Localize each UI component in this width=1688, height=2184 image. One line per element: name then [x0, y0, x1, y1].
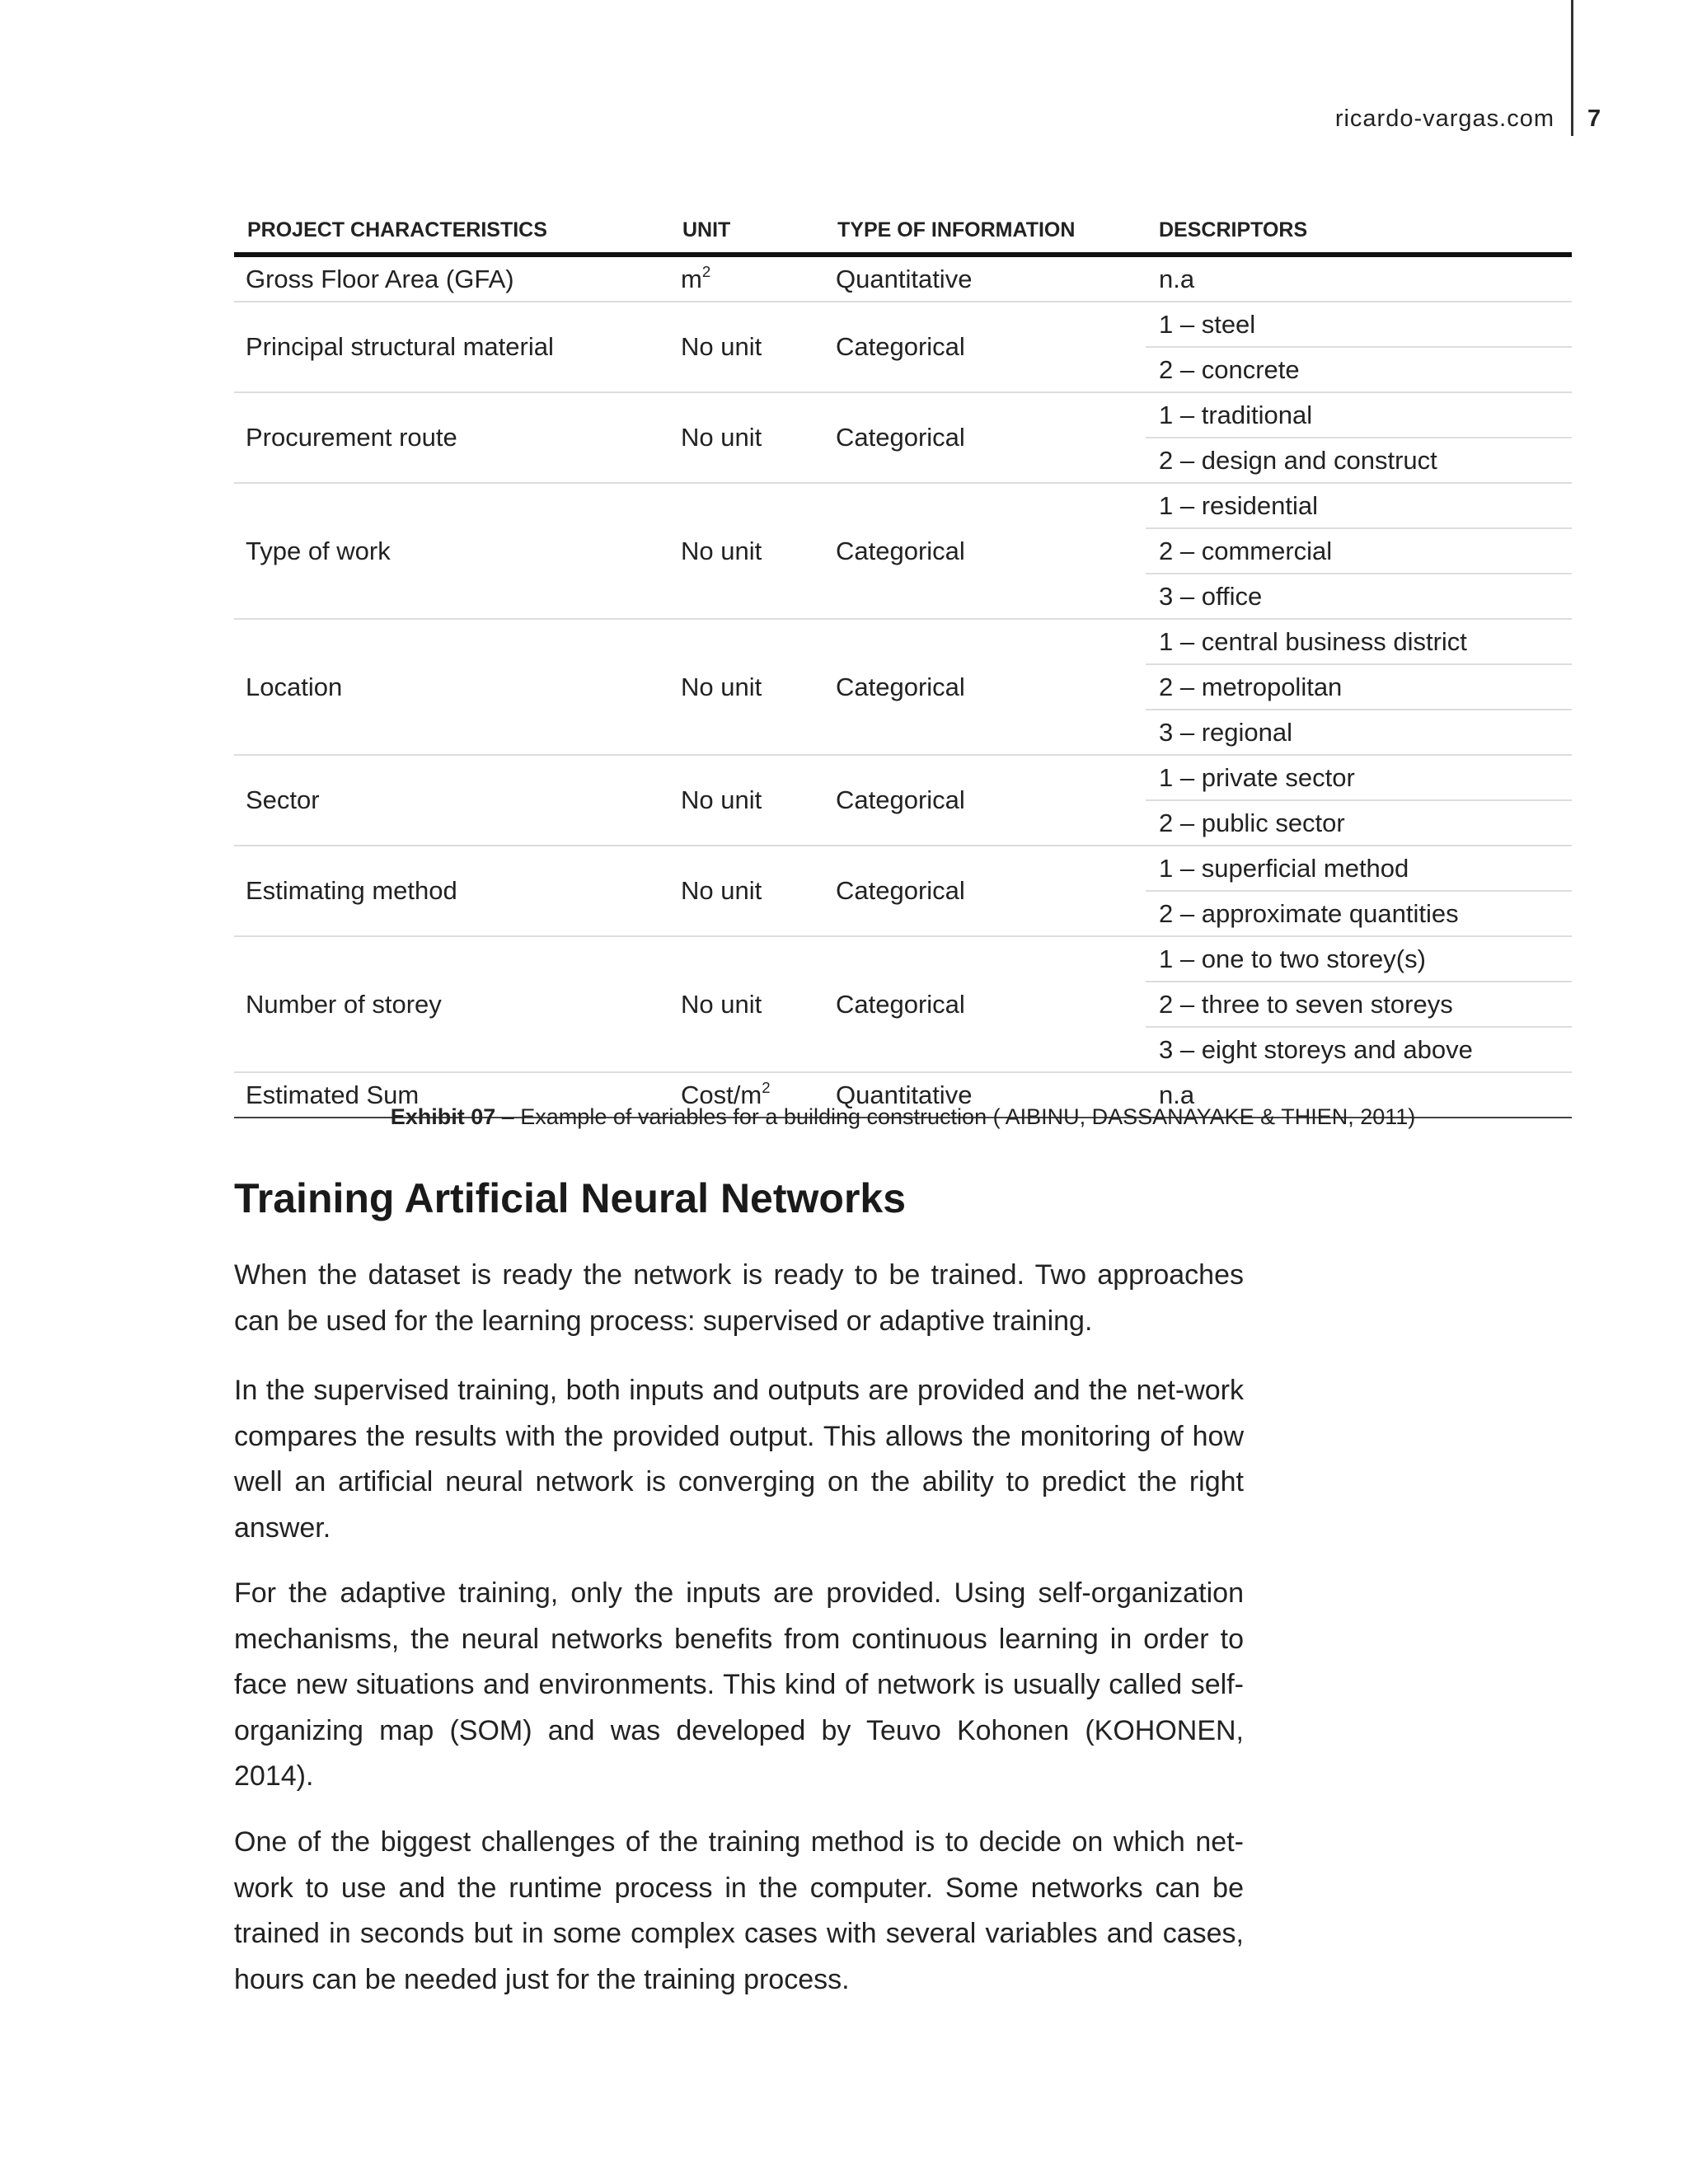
paragraph: One of the biggest challenges of the training method is to decide on which net-work to use and the runtime process in the computer. Some networks can be trained in seconds but in some complex cases with several variables and cases, hours can be needed just for the training process. — [234, 1826, 1244, 1995]
type-cell: Categorical — [824, 619, 1146, 755]
table-header-row — [234, 208, 1572, 255]
characteristic-cell: Estimating method — [234, 846, 669, 936]
unit-cell: No unit — [669, 392, 824, 483]
unit-cell: Cost/$m^2$ — [669, 1072, 824, 1118]
header-divider — [1571, 0, 1573, 136]
descriptor-cell: 2 – concrete — [1146, 347, 1572, 392]
table-row — [234, 392, 1572, 438]
descriptor-cell: 3 – office — [1146, 574, 1572, 619]
caption-text: – Example of variables for a building construction ( AIBINU, DASSANAYAKE & THIEN, 2011) — [495, 1104, 1416, 1129]
unit-cell: No unit — [669, 619, 824, 755]
exhibit-caption — [234, 1104, 1572, 1130]
type-cell: Categorical — [824, 846, 1146, 936]
type-cell: Categorical — [824, 483, 1146, 619]
descriptor-cell: 2 – metropolitan — [1146, 664, 1572, 710]
column-header: UNIT — [669, 208, 824, 255]
table-row — [234, 483, 1572, 528]
table-row — [234, 846, 1572, 891]
unit-cell: No unit — [669, 936, 824, 1072]
descriptor-cell: 3 – eight storeys and above — [1146, 1027, 1572, 1072]
descriptor-cell: 1 – private sector — [1146, 755, 1572, 800]
site-url: ricardo-vargas.com — [1334, 105, 1554, 132]
characteristic-cell: Procurement route — [234, 392, 669, 483]
unit-cell: No unit — [669, 483, 824, 619]
type-cell: Quantitative — [824, 255, 1146, 302]
table-row — [234, 255, 1572, 302]
table-row — [234, 936, 1572, 982]
descriptor-cell: 2 – approximate quantities — [1146, 891, 1572, 936]
unit-cell: No unit — [669, 302, 824, 392]
descriptor-cell: 3 – regional — [1146, 710, 1572, 755]
paragraph: For the adaptive training, only the inputs are provided. Using self-organization mechanisms, the neural networks benefits from continuous learning in order to face new situations and environments. This kind of network is usually called self-organizing map (SOM) and was developed by Teuvo Kohonen (KOHONEN, 2014). — [234, 1577, 1244, 1792]
table-row — [234, 302, 1572, 347]
descriptor-cell: n.a — [1146, 255, 1572, 302]
column-header: DESCRIPTORS — [1146, 208, 1572, 255]
characteristic-cell: Number of storey — [234, 936, 669, 1072]
column-header: TYPE OF INFORMATION — [824, 208, 1146, 255]
caption-label: Exhibit 07 — [390, 1104, 496, 1129]
descriptor-cell: 1 – one to two storey(s) — [1146, 936, 1572, 982]
type-cell: Categorical — [824, 936, 1146, 1072]
descriptor-cell: 1 – traditional — [1146, 392, 1572, 438]
characteristic-cell: Principal structural material — [234, 302, 669, 392]
type-cell: Categorical — [824, 755, 1146, 846]
type-cell: Categorical — [824, 392, 1146, 483]
characteristic-cell: Location — [234, 619, 669, 755]
column-header: PROJECT CHARACTERISTICS — [234, 208, 669, 255]
unit-cell: $m^2$ — [669, 255, 824, 302]
type-cell: Categorical — [824, 302, 1146, 392]
descriptor-cell: 1 – residential — [1146, 483, 1572, 528]
characteristic-cell: Estimated Sum — [234, 1072, 669, 1118]
descriptor-cell: 2 – design and construct — [1146, 438, 1572, 483]
table-body — [234, 255, 1572, 1118]
descriptor-cell: 1 – superficial method — [1146, 846, 1572, 891]
characteristic-cell: Type of work — [234, 483, 669, 619]
descriptor-cell: 2 – commercial — [1146, 528, 1572, 574]
table-row — [234, 755, 1572, 800]
paragraph: When the dataset is ready the network is ready to be trained. Two approaches can be used for the learning process: supervised or adaptive training. — [234, 1259, 1244, 1337]
project-characteristics-table — [234, 208, 1572, 1118]
paragraph: In the supervised training, both inputs and outputs are provided and the net-work compares the results with the provided output. This allows the monitoring of how well an artificial neural network is converging on the ability to predict the right answer. — [234, 1375, 1244, 1544]
unit-cell: No unit — [669, 846, 824, 936]
descriptor-cell: 1 – steel — [1146, 302, 1572, 347]
descriptor-cell: 1 – central business district — [1146, 619, 1572, 664]
descriptor-cell: 2 – public sector — [1146, 800, 1572, 846]
unit-cell: No unit — [669, 755, 824, 846]
descriptor-cell: n.a — [1146, 1072, 1572, 1118]
descriptor-cell: 2 – three to seven storeys — [1146, 982, 1572, 1027]
table-row — [234, 619, 1572, 664]
characteristic-cell: Sector — [234, 755, 669, 846]
characteristic-cell: Gross Floor Area (GFA) — [234, 255, 669, 302]
page-number: 7 — [1587, 105, 1601, 132]
section-title: Training Artificial Neural Networks — [234, 1175, 907, 1221]
type-cell: Quantitative — [824, 1072, 1146, 1118]
